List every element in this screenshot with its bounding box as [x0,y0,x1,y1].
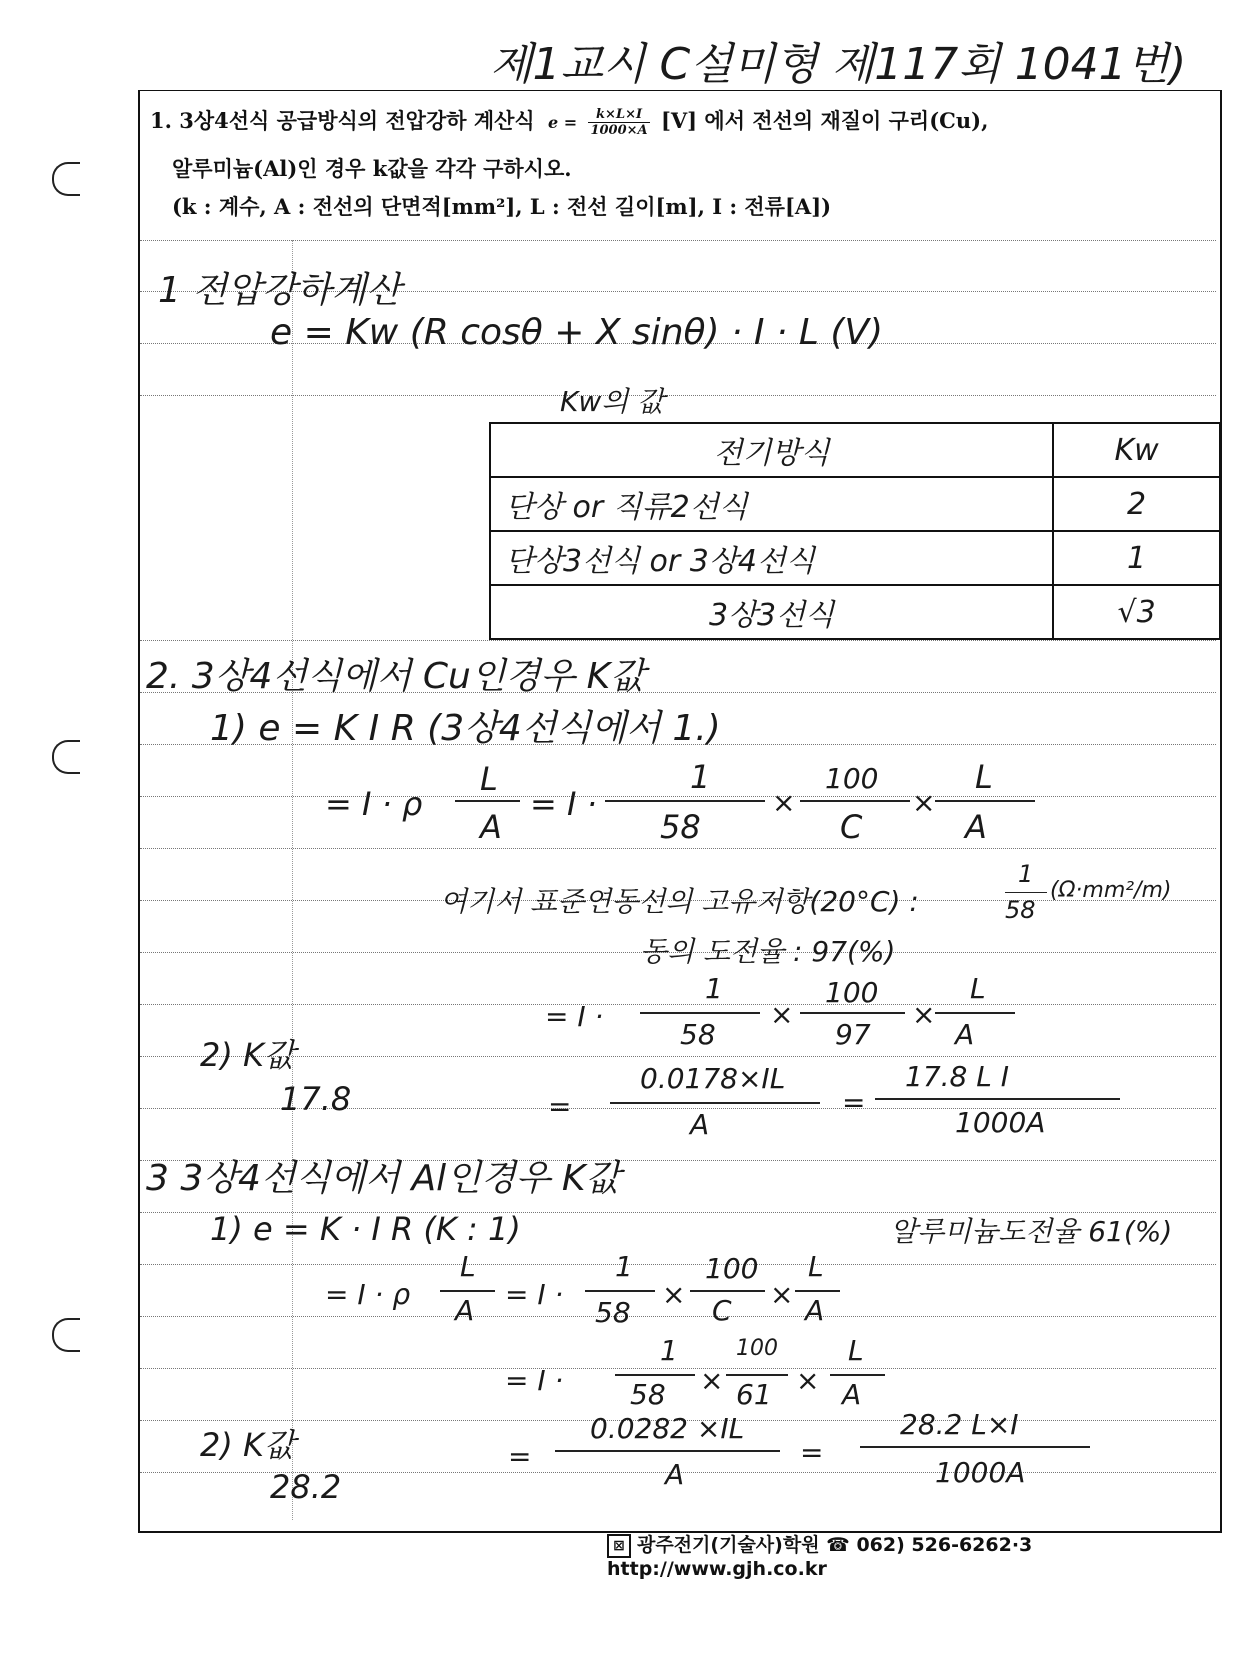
eq-term: = I · ρ [325,785,423,823]
eq-denominator: C [840,808,863,846]
fraction-bar [800,1012,905,1014]
eq-denominator: A [955,1018,975,1051]
question-line-2: 알루미늄(Al)인 경우 k값을 각각 구하시오. [172,156,572,181]
table-cell: 3상3선식 [490,585,1053,639]
eq-equals: = [842,1086,866,1119]
fraction-bar [640,1012,760,1014]
table-cell: 단상3선식 or 3상4선식 [490,531,1053,585]
eq-equals: = [548,1090,572,1123]
section-3-title: 3 3상4선식에서 Al인경우 K값 [146,1158,621,1199]
eq-denominator: C [712,1294,732,1327]
ruled-line [140,848,1216,849]
section-2-title: 2. 3상4선식에서 Cu인경우 K값 [146,656,646,697]
fraction-bar [935,1012,1015,1014]
kw-table [489,422,1221,640]
eq-denominator: 58 [630,1378,666,1411]
note-fraction-den: 58 [1005,896,1036,924]
eq-numerator: L [970,972,986,1005]
eq-term: = I · ρ [325,1278,411,1311]
cu-result-num: 0.0178×IL [640,1062,786,1095]
fraction-bar [585,1290,655,1292]
section-2-step-2: 2) K값 [200,1036,295,1074]
eq-term: = I · [530,785,597,823]
table-row [490,531,1220,585]
fraction-bar [615,1374,695,1376]
eq-numerator: L [808,1250,824,1283]
section-3-step-1: 1) e = K · I R (K : 1) [210,1210,521,1248]
fraction-bar [875,1098,1120,1100]
section-2-step-1: 1) e = K I R (3상4선식에서 1.) [210,708,721,749]
table-row [490,477,1220,531]
eq-equals: = [800,1436,824,1469]
table-cell: 2 [1053,477,1220,531]
section-3-step-2: 2) K값 [200,1426,295,1464]
fraction-bar [1005,892,1047,893]
eq-operator: × [912,998,936,1031]
section-1-title: 1 전압강하계산 [158,270,402,311]
margin-line [292,240,293,1520]
eq-operator: × [662,1278,686,1311]
cu-result-num: 17.8 L I [905,1060,1010,1093]
k-value-cu: 17.8 [280,1080,352,1118]
fraction-bar [800,800,910,802]
ruled-line [140,796,1216,797]
footer [607,1530,1240,1580]
ruled-line [140,395,1216,396]
question-line-3: (k : 계수, A : 전선의 단면적[mm²], L : 전선 길이[m], I : 전류[A]) [172,194,832,219]
eq-numerator: L [975,758,993,796]
resistivity-note: 여기서 표준연동선의 고유저항(20°C) : [440,885,919,918]
eq-numerator: 1 [705,972,723,1005]
table-header-row [490,423,1220,477]
eq-denominator: 97 [835,1018,871,1051]
aluminum-note: 알루미늄도전율 61(%) [890,1215,1173,1248]
eq-numerator: 100 [825,762,879,795]
table-caption: Kw의 값 [560,385,665,418]
fraction-bar [605,800,765,802]
table-cell: 1 [1053,531,1220,585]
eq-operator: × [770,1278,794,1311]
note-fraction-num: 1 [1018,860,1034,888]
al-result-den: A [665,1458,685,1491]
page-title: 제1교시 C설미형 제117회 1041번) [490,39,1187,90]
section-1-formula: e = Kw (R cosθ + X sinθ) · I · L (V) [270,312,884,353]
fraction-bar [935,800,1035,802]
eq-denominator: 61 [736,1378,772,1411]
fraction-bar [455,800,520,802]
al-result-num: 0.0282 ×IL [590,1412,745,1445]
eq-numerator: 1 [615,1250,633,1283]
eq-numerator: 1 [660,1334,678,1367]
table-header-cell: 전기방식 [490,423,1053,477]
fraction-bar [690,1290,765,1292]
eq-operator: × [770,998,794,1031]
punch-hole-icon [52,740,80,774]
ruled-line [140,240,1216,241]
fraction-bar [610,1102,820,1104]
fraction-bar [726,1374,788,1376]
eq-term: = I · [545,1000,604,1033]
al-result-num: 28.2 L×I [900,1408,1019,1441]
fraction-bar [830,1374,885,1376]
question-line-1: 1. 3상4선식 공급방식의 전압강하 계산식 e = $\frac{k\times L\times I}{1000\times A}$ [V] 에서 전선의 재질이 구리(Cu), [150,107,989,138]
ruled-line [140,1056,1216,1057]
eq-numerator: L [480,760,498,798]
punch-hole-icon [52,162,80,196]
eq-numerator: 1 [690,758,711,796]
eq-term: = I · [505,1364,564,1397]
eq-numerator: L [848,1334,864,1367]
eq-denominator: 58 [595,1296,631,1329]
question-formula-fraction: $\frac{k\times L\times I}{1000\times A}$ [590,107,648,138]
eq-denominator: A [842,1378,862,1411]
eq-denominator: A [805,1294,825,1327]
eq-denominator: A [965,808,987,846]
eq-operator: × [912,786,936,819]
eq-numerator: 100 [705,1252,759,1285]
ruled-line [140,1368,1216,1369]
table-cell: 단상 or 직류2선식 [490,477,1053,531]
ruled-line [140,1264,1216,1265]
ruled-line [140,1004,1216,1005]
fraction-bar [860,1446,1090,1448]
fraction-bar [555,1450,780,1452]
eq-operator: × [700,1364,724,1397]
footer-text: 광주전기(기술사)학원 ☎ 062) 526-6262·3 http://www.gjh.co.kr [607,1534,1033,1580]
cu-result-den: A [690,1108,710,1141]
eq-denominator: A [480,808,502,846]
eq-operator: × [772,786,796,819]
cu-result-den: 1000A [955,1106,1046,1139]
eq-denominator: 58 [680,1018,716,1051]
eq-denominator: A [455,1294,475,1327]
punch-hole-icon [52,1318,80,1352]
ruled-line [140,1316,1216,1317]
al-result-den: 1000A [935,1456,1026,1489]
eq-equals: = [508,1440,532,1473]
ruled-line [140,640,1216,641]
academy-logo-icon: ⊠ [607,1534,631,1558]
table-header-cell: Kw [1053,423,1220,477]
eq-term: = I · [505,1278,564,1311]
fraction-bar [795,1290,840,1292]
eq-numerator: 100 [825,976,879,1009]
eq-numerator: L [460,1250,476,1283]
note-unit: (Ω·mm²/m) [1050,878,1172,903]
eq-numerator: 100 [736,1336,778,1361]
eq-operator: × [796,1364,820,1397]
table-cell: √3 [1053,585,1220,639]
table-row [490,585,1220,639]
fraction-bar [440,1290,495,1292]
conductivity-note: 동의 도전율 : 97(%) [640,935,896,968]
eq-denominator: 58 [660,808,701,846]
k-value-al: 28.2 [270,1468,342,1506]
